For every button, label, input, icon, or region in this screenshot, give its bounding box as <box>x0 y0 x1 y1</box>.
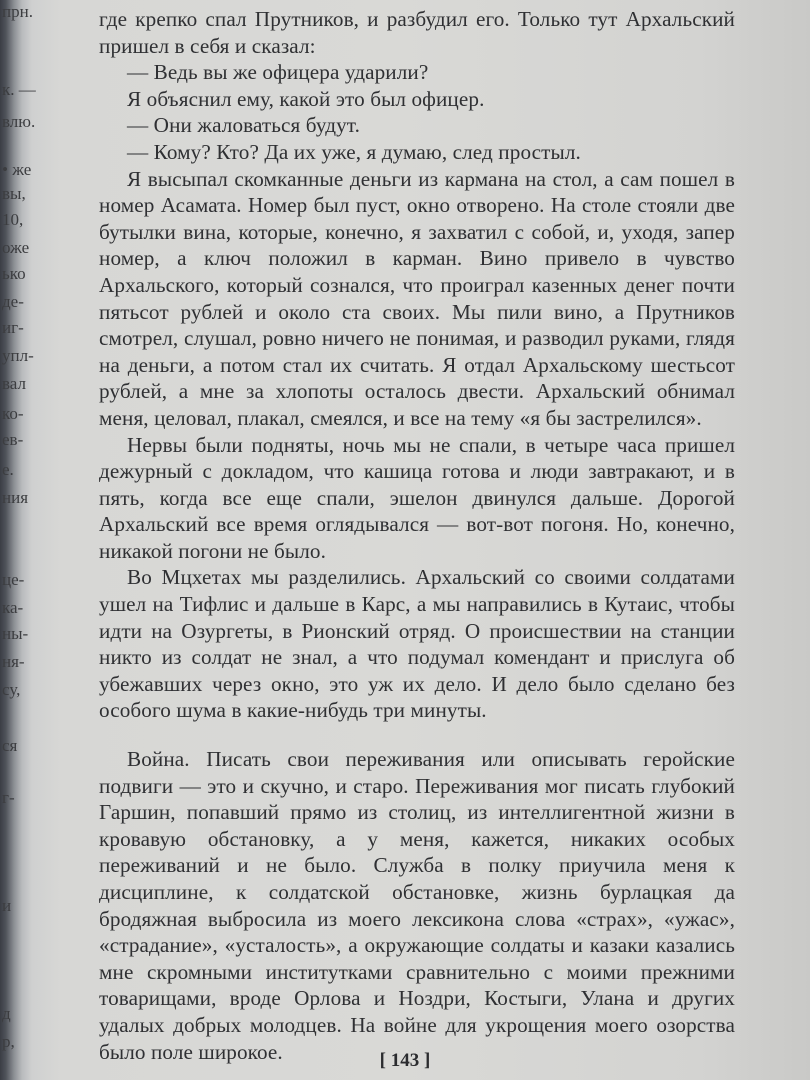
margin-fragment: к. — <box>2 80 36 99</box>
margin-fragment: иг- <box>2 318 24 337</box>
margin-fragment: ны- <box>2 624 29 643</box>
margin-fragment: вы, <box>2 184 26 203</box>
margin-fragment: упл- <box>2 346 34 365</box>
margin-fragment: су, <box>2 680 21 699</box>
paragraph: Я высыпал скомканные деньги из кармана на стол, а сам пошел в номер Асамата. Номер был пуст, окно отворено. На столе стояли две бутылки вина, которые, конечно, я захватил с собой, и, уходя, запер номер, а ключ положил в карман. Вино привело в чувство Архальского, который сознался, что проиграл казенных денег почти пятьсот рублей и около ста своих. Мы пили вино, а Прутников смотрел, слушал, ровно ничего не понимая, и разводил руками, глядя на деньги, а потом стал их считать. Я отдал Архальскому шестьсот рублей, а мне за хлопоты осталось двести. Архальский обнимал меня, целовал, плакал, смеялся, и все на тему «я бы застрелился». <box>99 166 735 430</box>
margin-fragment: ка- <box>2 598 24 617</box>
dialogue-line: — Ведь вы же офицера ударили? <box>127 60 429 85</box>
margin-fragment: де- <box>2 292 24 311</box>
margin-fragment: и <box>2 896 12 915</box>
paragraph: Война. Писать свои переживания или описывать геройские подвиги — это и скучно, и старо. Переживания мог писать глубокий Гаршин, попавший прямо из столиц, из интеллигентной жизни в кровавую обстановку, а у меня, кажется, никаких особых переживаний и не было. Служба в полку приучила меня к дисциплине, к солдатской обстановке, жизнь бурлацкая да бродяжная выбросила из моего лексикона слова «страх», «ужас», «страдание», «усталость», а окружающие солдаты и казаки казались мне скромными институтками сравнительно с моими прежними товарищами, вроде Орлова и Ноздри, Костыги, Улана и других удалых добрых молодцев. На войне для укрощения моего озорства было поле широкое. <box>99 747 735 1064</box>
margin-fragment: ся <box>2 736 18 755</box>
margin-fragment: ко- <box>2 404 24 423</box>
margin-fragment: ния <box>2 488 29 507</box>
margin-fragment: прн. <box>2 2 33 21</box>
dialogue-line: Я объяснил ему, какой это был офицер. <box>127 86 485 111</box>
page-number: [ 143 ] <box>379 1050 431 1071</box>
left-page-edge <box>0 0 36 1080</box>
margin-fragment: влю. <box>2 112 36 131</box>
margin-fragment: ня- <box>2 652 25 671</box>
margin-fragment: е. <box>2 460 14 479</box>
paragraph: Во Мцхетах мы разделились. Архальский со своими солдатами ушел на Тифлис и дальше в Карс, а мы направились в Кутаис, чтобы идти на Озургеты, в Рионский отряд. О происшествии на станции никто из солдат не знал, а что подумал комендант и прислуга об убежавших через окно, это уж их дело. И дело было сделано без особого шума в какие-нибудь три минуты. <box>99 565 735 723</box>
margin-fragment: вал <box>2 374 26 393</box>
dialogue-line: — Они жаловаться будут. <box>127 113 360 138</box>
margin-fragment: оже <box>2 238 30 257</box>
paragraph: Нервы были подняты, ночь мы не спали, в четыре часа пришел дежурный с докладом, что кашица готова и люди завтракают, и в пять, когда все еще спали, эшелон двинулся дальше. Дорогой Архальский все время оглядывался — вот-вот погоня. Но, конечно, никакой погони не было. <box>99 432 735 563</box>
margin-fragment: г- <box>2 788 15 807</box>
margin-fragment: д <box>2 1004 11 1023</box>
paragraph-continuation: где крепко спал Прутников, и разбудил его. Только тут Архальский пришел в себя и сказал: <box>99 7 735 58</box>
page-body <box>99 6 735 1065</box>
margin-fragment: це- <box>2 570 25 589</box>
margin-fragment: ев- <box>2 430 24 449</box>
margin-fragment: 10, <box>2 210 24 229</box>
margin-fragment: р, <box>2 1032 15 1051</box>
margin-fragment: • же <box>2 160 32 179</box>
section-break <box>99 724 735 746</box>
dialogue-line: — Кому? Кто? Да их уже, я думаю, след простыл. <box>127 139 581 164</box>
margin-fragment: ько <box>2 264 26 283</box>
